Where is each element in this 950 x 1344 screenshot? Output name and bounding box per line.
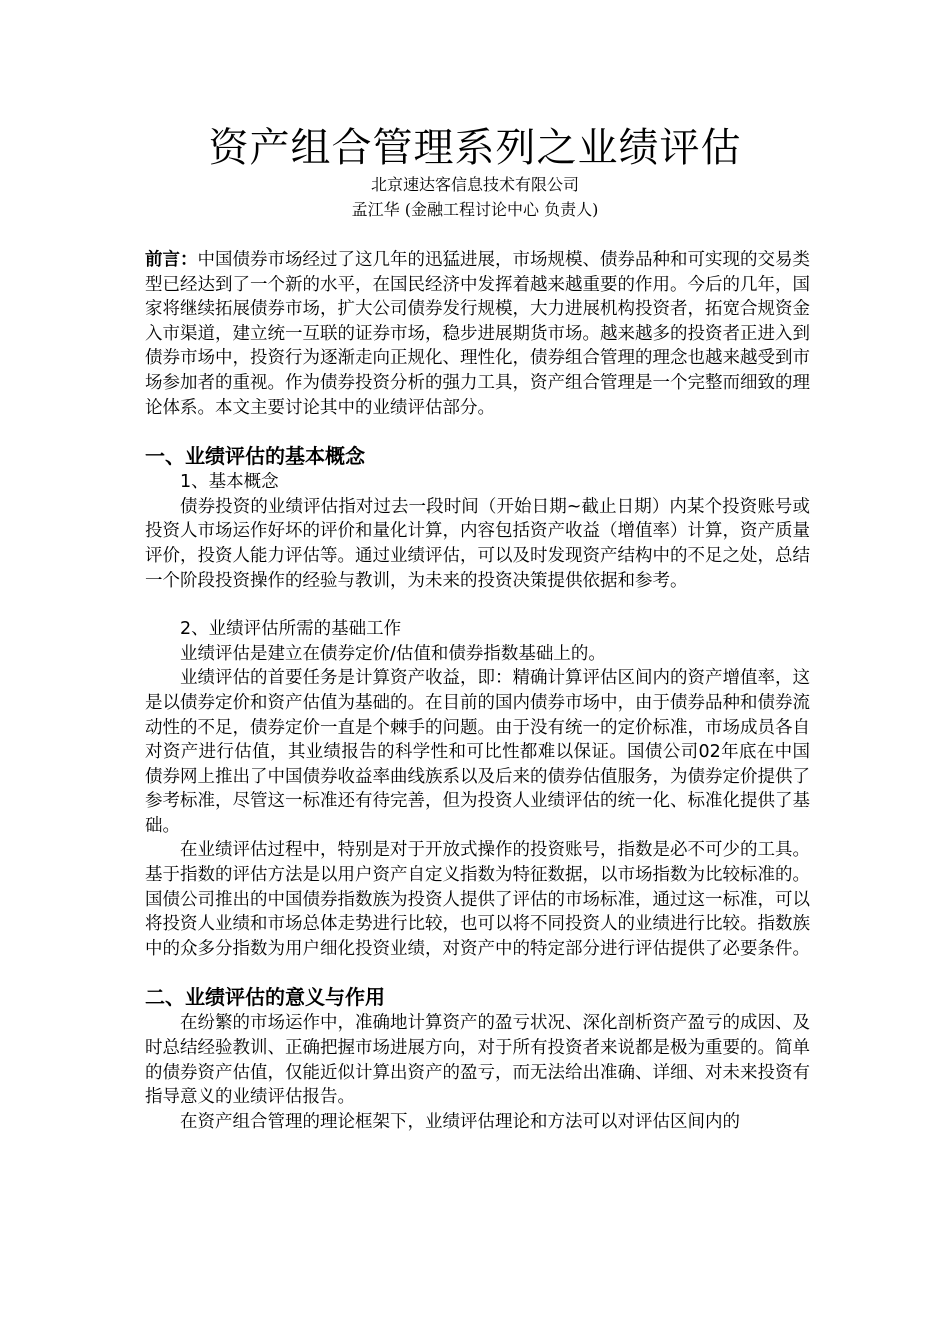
document-body [145,248,810,1134]
preface-text: 中国债券市场经过了这几年的迅猛进展，市场规模、债券品种和可实现的交易类型已经达到了一个新的水平，在国民经济中发挥着越来越重要的作用。今后的几年，国家将继续拓展债券市场，扩大公司债券发行规模，大力进展机构投资者，拓宽合规资金入市渠道，建立统一互联的证券市场，稳步进展期货市场。越来越多的投资者正进入到债券市场中，投资行为逐渐走向正规化、理性化，债券组合管理的理念也越来越受到市场参加者的重视。作为债券投资分析的强力工具，资产组合管理是一个完整而细致的理论体系。本文主要讨论其中的业绩评估部分。 [145,250,810,418]
section1-sub1-paragraph: 债券投资的业绩评估指对过去一段时间（开始日期~截止日期）内某个投资账号或投资人市场运作好坏的评价和量化计算，内容包括资产收益（增值率）计算，资产质量评价，投资人能力评估等。通过业绩评估，可以及时发现资产结构中的不足之处，总结一个阶段投资操作的经验与教训，为未来的投资决策提供依据和参考。 [145,496,810,591]
document-title: 资产组合管理系列之业绩评估 [208,125,742,171]
section1-heading: 一、业绩评估的基本概念 [145,444,365,469]
section1-sub2-paragraph-3: 在业绩评估过程中，特别是对于开放式操作的投资账号，指数是必不可少的工具。基于指数的评估方法是以用户资产自定义指数为特征数据，以市场指数为比较标准的。国债公司推出的中国债券指数族为投资人提供了评估的市场标准，通过这一标准，可以将投资人业绩和市场总体走势进行比较，也可以将不同投资人的业绩进行比较。指数族中的众多分指数为用户细化投资业绩，对资产中的特定部分进行评估提供了必要条件。 [145,840,810,959]
author-line: 孟江华 (金融工程讨论中心 负责人) [351,200,599,219]
preface-label: 前言： [145,250,198,270]
section2-paragraph-1: 在纷繁的市场运作中，准确地计算资产的盈亏状况、深化剖析资产盈亏的成因、及时总结经验教训、正确把握市场进展方向，对于所有投资者来说都是极为重要的。简单的债券资产估值，仅能近似计算出资产的盈亏，而无法给出准确、详细、对未来投资有指导意义的业绩评估报告。 [145,1013,810,1108]
preface-paragraph [145,248,810,420]
section2-paragraph-2: 在资产组合管理的理论框架下，业绩评估理论和方法可以对评估区间内的 [180,1111,740,1132]
section1-sub1-heading: 1、基本概念 [180,472,279,493]
section1-sub2-paragraph-1: 业绩评估是建立在债券定价/估值和债券指数基础上的。 [180,643,606,664]
section1-sub2-paragraph-2: 业绩评估的首要任务是计算资产收益，即：精确计算评估区间内的资产增值率，这是以债券定价和资产估值为基础的。在目前的国内债券市场中，由于债券品种和债券流动性的不足，债券定价一直是个棘手的问题。由于没有统一的定价标准，市场成员各自对资产进行估值，其业绩报告的科学性和可比性都难以保证。国债公司02年底在中国债券网上推出了中国债券收益率曲线族系以及后来的债券估值服务，为债券定价提供了参考标准，尽管这一标准还有待完善，但为投资人业绩评估的统一化、标准化提供了基础。 [145,668,810,836]
section1-sub2-heading: 2、业绩评估所需的基础工作 [180,619,402,640]
paragraph-gap [145,593,810,617]
company-name: 北京速达客信息技术有限公司 [370,175,579,194]
section2-heading: 二、业绩评估的意义与作用 [145,985,385,1010]
